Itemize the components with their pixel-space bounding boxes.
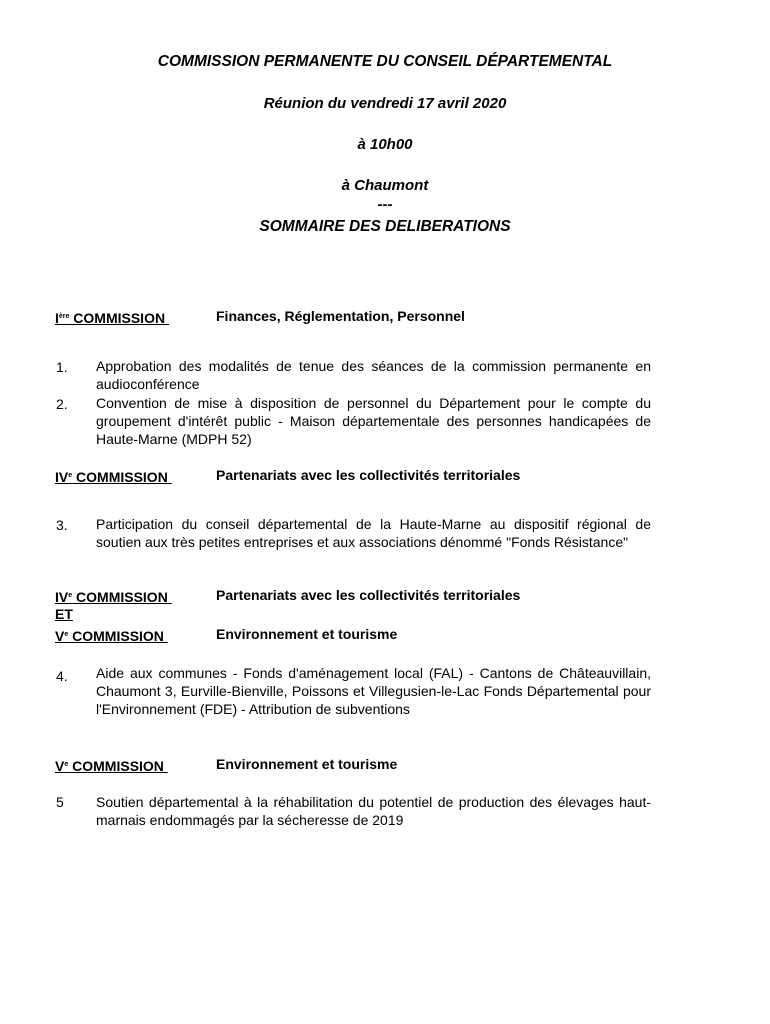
commission-title: Environnement et tourisme [216, 756, 398, 772]
deliberation-item: Soutien départemental à la réhabilitation du potentiel de production des élevages haut-marnais endommagés par la sécheresse de 2019 [96, 794, 651, 828]
commission-numeral: I [55, 310, 59, 326]
commission-label: COMMISSION [69, 310, 169, 326]
deliberation-item: Aide aux communes - Fonds d'aménagement local (FAL) - Cantons de Châteauvillain, Chaumont 3, Eurville-Bienville, Poissons et Villegusien-le-Lac Fonds Départemental pour l'Environnement (FDE) - Attribution de subventions [96, 665, 651, 717]
commission-numeral: IV [55, 589, 69, 605]
deliberation-item: Convention de mise à disposition de personnel du Département pour le compte du groupement d'intérêt public - Maison départementale des personnes handicapées de Haute-Marne (MDPH 52) [96, 395, 651, 447]
commission-title: Finances, Réglementation, Personnel [216, 308, 465, 324]
meeting-place: à Chaumont [341, 177, 429, 194]
commission-ordinal: e [64, 761, 69, 768]
deliberation-item: Approbation des modalités de tenue des séances de la commission permanente en audioconférence [96, 358, 651, 392]
commission-title: Environnement et tourisme [216, 626, 398, 642]
meeting-date: Réunion du vendredi 17 avril 2020 [263, 95, 507, 112]
commission-heading [55, 626, 168, 645]
commission-title: Partenariats avec les collectivités territoriales [216, 587, 521, 603]
commission-joiner: ET [55, 606, 73, 622]
header-separator: --- [377, 196, 393, 213]
commission-numeral: V [55, 758, 65, 774]
item-number: 1. [56, 359, 68, 375]
commission-label: COMMISSION [72, 469, 172, 485]
document-title: COMMISSION PERMANENTE DU CONSEIL DÉPARTEMENTAL [157, 53, 613, 70]
commission-heading [55, 467, 172, 486]
commission-ordinal: e [64, 631, 69, 638]
commission-heading [55, 308, 169, 327]
item-number: 5 [56, 794, 64, 810]
commission-label: COMMISSION [68, 758, 168, 774]
summary-heading: SOMMAIRE DES DELIBERATIONS [259, 218, 511, 235]
meeting-time: à 10h00 [357, 136, 413, 153]
commission-ordinal: e [68, 592, 73, 599]
commission-title: Partenariats avec les collectivités territoriales [216, 467, 521, 483]
deliberation-item: Participation du conseil départemental de la Haute-Marne au dispositif régional de soutien aux très petites entreprises et aux associations dénommé "Fonds Résistance" [96, 516, 651, 550]
commission-heading [55, 756, 168, 775]
commission-numeral: V [55, 628, 65, 644]
item-number: 4. [56, 668, 68, 684]
commission-heading [55, 587, 172, 606]
commission-label: COMMISSION [68, 628, 168, 644]
item-number: 3. [56, 517, 68, 533]
item-number: 2. [56, 396, 68, 412]
commission-label: COMMISSION [72, 589, 172, 605]
commission-numeral: IV [55, 469, 69, 485]
commission-ordinal: ère [58, 313, 70, 320]
commission-ordinal: e [68, 472, 73, 479]
